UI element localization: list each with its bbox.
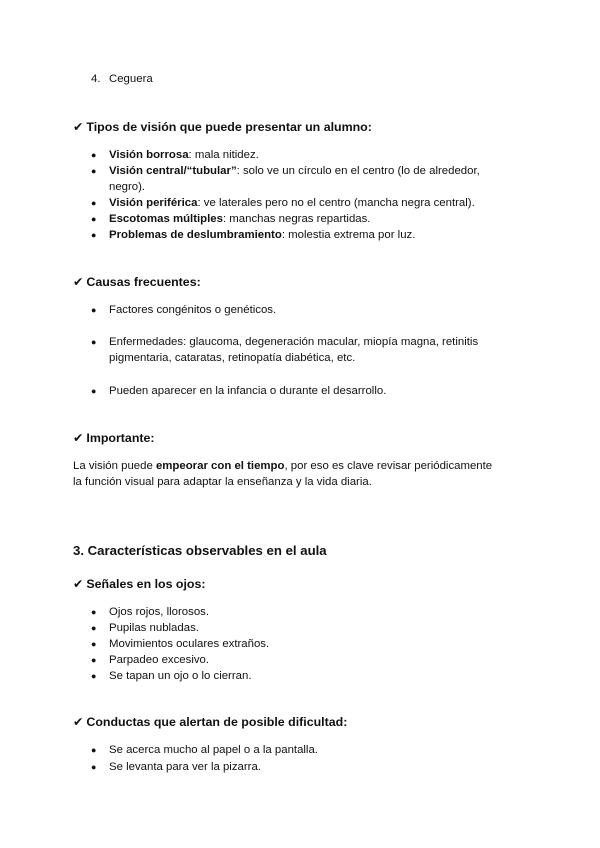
- importante-paragraph-line2: la función visual para adaptar la enseñanza y la vida diaria.: [73, 476, 372, 488]
- bullet-icon: ●: [91, 305, 97, 315]
- list-item: Movimientos oculares extraños.: [109, 638, 270, 650]
- bullet-icon: ●: [91, 166, 97, 176]
- list-item: Problemas de deslumbramiento: molestia extrema por luz.: [109, 229, 416, 241]
- senales-heading-text: Señales en los ojos:: [86, 577, 206, 591]
- list-item: Visión central/“tubular”: solo ve un círculo en el centro (lo de alrededor,: [109, 165, 480, 177]
- list-item: Se levanta para ver la pizarra.: [109, 761, 261, 773]
- importante-heading-text: Importante:: [86, 431, 155, 445]
- check-icon: ✔: [73, 120, 84, 134]
- list-item: Parpadeo excesivo.: [109, 654, 210, 666]
- importante-paragraph-line1: La visión puede empeorar con el tiempo, por eso es clave revisar periódicamente: [73, 460, 493, 472]
- causas-heading: [73, 274, 201, 290]
- check-icon: ✔: [73, 715, 84, 729]
- ordered-item-number: 4.: [91, 73, 101, 85]
- bullet-icon: ●: [91, 745, 97, 755]
- list-item: Pueden aparecer en la infancia o durante el desarrollo.: [109, 385, 387, 397]
- tipos-heading-text: Tipos de visión que puede presentar un alumno:: [86, 120, 372, 134]
- check-icon: ✔: [73, 431, 84, 445]
- causas-heading-text: Causas frecuentes:: [86, 275, 201, 289]
- bullet-icon: ●: [91, 198, 97, 208]
- list-item: Se tapan un ojo o lo cierran.: [109, 670, 252, 682]
- list-item: Visión periférica: ve laterales pero no el centro (mancha negra central).: [109, 197, 475, 209]
- ordered-item-text: Ceguera: [109, 73, 153, 85]
- bullet-icon: ●: [91, 639, 97, 649]
- list-item-continuation: pigmentaria, cataratas, retinopatía diabética, etc.: [109, 352, 356, 364]
- list-item: Ojos rojos, llorosos.: [109, 606, 210, 618]
- conductas-heading: [73, 714, 347, 730]
- section-title: 3. Características observables en el aula: [73, 543, 327, 558]
- bullet-icon: ●: [91, 214, 97, 224]
- conductas-heading-text: Conductas que alertan de posible dificultad:: [86, 715, 348, 729]
- list-item: Enfermedades: glaucoma, degeneración macular, miopía magna, retinitis: [109, 336, 479, 348]
- list-item: Pupilas nubladas.: [109, 622, 199, 634]
- list-item: Se acerca mucho al papel o a la pantalla.: [109, 744, 318, 756]
- tipos-heading: [73, 119, 372, 135]
- bullet-icon: ●: [91, 230, 97, 240]
- bullet-icon: ●: [91, 337, 97, 347]
- bullet-icon: ●: [91, 671, 97, 681]
- bullet-icon: ●: [91, 386, 97, 396]
- importante-heading: [73, 430, 155, 446]
- list-item: Factores congénitos o genéticos.: [109, 304, 277, 316]
- check-icon: ✔: [73, 275, 84, 289]
- bullet-icon: ●: [91, 762, 97, 772]
- list-item-continuation: negro).: [109, 181, 146, 193]
- bullet-icon: ●: [91, 150, 97, 160]
- senales-heading: [73, 576, 206, 592]
- list-item: Visión borrosa: mala nitidez.: [109, 149, 259, 161]
- bullet-icon: ●: [91, 655, 97, 665]
- check-icon: ✔: [73, 577, 84, 591]
- bullet-icon: ●: [91, 607, 97, 617]
- list-item: Escotomas múltiples: manchas negras repartidas.: [109, 213, 371, 225]
- bullet-icon: ●: [91, 623, 97, 633]
